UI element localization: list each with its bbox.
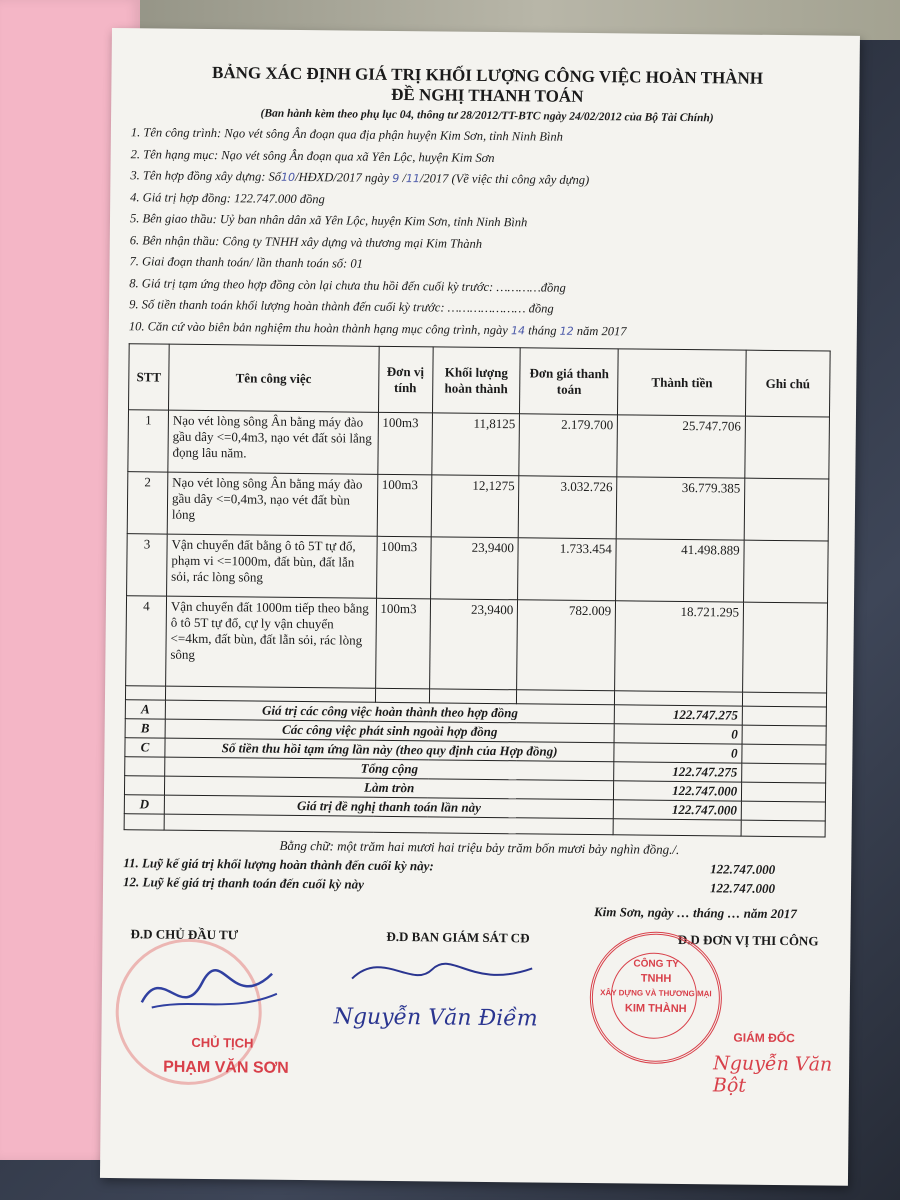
row-amount: 41.498.889 — [616, 539, 744, 602]
contractor-heading: Đ.D ĐƠN VỊ THI CÔNG — [677, 931, 819, 949]
summary-value: 0 — [614, 743, 742, 763]
summary-key: B — [125, 719, 165, 738]
contract-day-handwritten: 9 — [392, 171, 400, 186]
row-note — [744, 478, 829, 541]
row-qty: 23,9400 — [430, 537, 519, 600]
row-price: 782.009 — [517, 600, 616, 691]
info-line-1: 1. Tên công trình: Nạo vét sông Ân đoạn qua địa phận huyện Kim Sơn, tỉnh Ninh Bình — [130, 125, 563, 144]
contract-month-handwritten: 11 — [405, 172, 420, 186]
row-name: Nạo vét lòng sông Ân bằng máy đào gầu dây <=0,4m3, nạo vét đất sỏi lắng đọng lâu năm. — [168, 410, 378, 474]
row-note — [743, 602, 828, 693]
row-stt: 3 — [127, 534, 168, 596]
table-row — [126, 596, 828, 693]
summary-key — [125, 757, 165, 776]
info-line-2: 2. Tên hạng mục: Nạo vét sông Ân đoạn qua xã Yên Lộc, huyện Kim Sơn — [130, 146, 495, 165]
header-note: Ghi chú — [746, 350, 831, 417]
summary-value: 122.747.000 — [614, 781, 742, 801]
amount-in-words: Bằng chữ: một trăm hai mươi hai triệu bảy trăm bốn mươi bảy nghìn đồng./. — [279, 837, 680, 857]
info-line-9: 9. Số tiền thanh toán khối lượng hoàn thành đến cuối kỳ trước: ………………… đồng — [129, 297, 554, 316]
row-qty: 12,1275 — [431, 475, 520, 538]
row-stt: 1 — [128, 410, 169, 472]
header-qty: Khối lượng hoàn thành — [432, 347, 521, 414]
info-line-3-a: 3. Tên hợp đồng xây dựng: Số — [130, 168, 282, 184]
owner-signature — [132, 952, 283, 1024]
stamp-line-1: CÔNG TY — [633, 958, 680, 970]
row-stt: 2 — [127, 472, 168, 534]
header-amount: Thành tiền — [618, 349, 747, 416]
info-line-3-c: /2017 (Về việc thi công xây dựng) — [419, 171, 590, 188]
row-price: 1.733.454 — [518, 538, 617, 601]
row-name: Nạo vét lòng sông Ân bằng máy đào gầu dây <=0,4m3, nạo vét đất bùn lỏng — [167, 472, 377, 536]
doc-title-line1: BẢNG XÁC ĐỊNH GIÁ TRỊ KHỐI LƯỢNG CÔNG VIỆC HOÀN THÀNH — [211, 63, 764, 88]
contractor-name: Nguyễn Văn Bột — [712, 1052, 833, 1097]
info-line-10-c: năm 2017 — [576, 323, 627, 338]
info-list — [129, 122, 843, 344]
summary-key: D — [124, 795, 164, 814]
contractor-title: GIÁM ĐỐC — [733, 1030, 795, 1046]
owner-name: PHẠM VĂN SƠN — [163, 1058, 289, 1077]
row-amount: 36.779.385 — [616, 477, 744, 540]
summary-label: Giá trị đề nghị thanh toán lần này — [164, 795, 613, 819]
info-line-10-a: 10. Căn cứ vào biên bản nghiệm thu hoàn thành hạng mục công trình, ngày — [128, 318, 508, 337]
row-note — [744, 540, 829, 603]
acceptance-month-handwritten: 12 — [559, 324, 574, 338]
row-amount: 18.721.295 — [615, 601, 744, 692]
cumulative-volume-label: 11. Luỹ kế giá trị khối lượng hoàn thành đến cuối kỳ này: — [123, 855, 434, 874]
info-line-4: 4. Giá trị hợp đồng: 122.747.000 đồng — [130, 189, 325, 206]
summary-label: Số tiền thu hồi tạm ứng lần này (theo quy định của Hợp đồng) — [165, 738, 614, 762]
document-content — [121, 62, 844, 1099]
header-price: Đơn giá thanh toán — [520, 348, 619, 415]
supervisor-name-signature: Nguyễn Văn Điềm — [333, 1004, 538, 1032]
summary-label: Làm tròn — [164, 776, 613, 800]
payment-table — [124, 343, 831, 837]
signature-area — [121, 942, 835, 1099]
info-line-5: 5. Bên giao thầu: Uỷ ban nhân dân xã Yên Lộc, huyện Kim Sơn, tỉnh Ninh Bình — [129, 211, 528, 230]
header-unit: Đơn vị tính — [378, 346, 433, 413]
stamp-line-3: XÂY DỰNG VÀ THƯƠNG MẠI — [600, 988, 712, 999]
row-price: 2.179.700 — [519, 414, 618, 477]
summary-label: Các công việc phát sinh ngoài hợp đồng — [165, 719, 614, 743]
summary-value: 122.747.275 — [615, 705, 743, 725]
row-name: Vận chuyển đất 1000m tiếp theo bằng ô tô 5T tự đổ, cự ly vận chuyển <=4km, đất bùn, đất lẫn sỏi, rác lòng sông — [166, 596, 376, 688]
summary-value: 122.747.275 — [614, 762, 742, 782]
row-stt: 4 — [126, 596, 167, 686]
stamp-line-4: KIM THÀNH — [624, 1002, 687, 1016]
row-amount: 25.747.706 — [617, 415, 745, 478]
contract-number-handwritten: 10 — [281, 170, 296, 184]
cumulative-payment-label: 12. Luỹ kế giá trị thanh toán đến cuối kỳ này — [122, 874, 365, 892]
header-name: Tên công việc — [168, 344, 378, 412]
summary-key — [124, 776, 164, 795]
table-row — [127, 534, 829, 603]
totals-section — [123, 834, 836, 923]
info-line-3: 3. Tên hợp đồng xây dựng: Số10/HĐXD/2017 ngày 9 /11/2017 (Về việc thi công xây dựng) — [130, 168, 590, 188]
summary-key: A — [125, 700, 165, 719]
header-stt: STT — [129, 344, 170, 410]
summary-label: Tổng cộng — [165, 757, 614, 781]
summary-value: 0 — [614, 724, 742, 744]
row-unit: 100m3 — [377, 412, 432, 475]
info-line-3-b: /HĐXD/2017 ngày — [295, 169, 390, 185]
summary-label: Giá trị các công việc hoàn thành theo hợp đồng — [165, 700, 614, 724]
row-price: 3.032.726 — [519, 476, 618, 539]
supervisor-heading: Đ.D BAN GIÁM SÁT CĐ — [386, 928, 530, 946]
table-row — [128, 410, 830, 479]
row-name: Vận chuyển đất bằng ô tô 5T tự đổ, phạm vi <=1000m, đất bùn, đất lẫn sỏi, rác lòng sông — [167, 534, 377, 598]
acceptance-day-handwritten: 14 — [510, 323, 526, 337]
company-stamp — [589, 931, 722, 1064]
row-unit: 100m3 — [377, 474, 432, 537]
info-line-6: 6. Bên nhận thầu: Công ty TNHH xây dựng và thương mại Kim Thành — [129, 232, 483, 251]
row-note — [745, 416, 830, 479]
supervisor-signature — [342, 948, 543, 1000]
info-line-8: 8. Giá trị tạm ứng theo hợp đồng còn lại chưa thu hồi đến cuối kỳ trước: …………đồng — [129, 275, 566, 295]
table-header-row — [129, 344, 831, 417]
row-unit: 100m3 — [375, 598, 430, 689]
summary-key: C — [125, 738, 165, 757]
owner-heading: Đ.D CHỦ ĐẦU TƯ — [130, 926, 239, 943]
place-date: Kim Sơn, ngày … tháng … năm 2017 — [593, 904, 797, 922]
document-page — [100, 28, 860, 1186]
summary-value: 122.747.000 — [614, 800, 742, 820]
doc-subtitle: (Ban hành kèm theo phụ lục 04, thông tư 28/2012/TT-BTC ngày 24/02/2012 của Bộ Tài Chính) — [260, 107, 714, 125]
row-unit: 100m3 — [376, 536, 431, 599]
info-line-10-b: tháng — [528, 322, 557, 338]
stamp-line-2: TNHH — [640, 972, 672, 985]
info-line-7: 7. Giai đoạn thanh toán/ lần thanh toán số: 01 — [129, 254, 363, 271]
table-row — [127, 472, 829, 541]
cumulative-payment-value: 122.747.000 — [709, 880, 776, 896]
row-qty: 11,8125 — [431, 413, 520, 476]
doc-title-line2: ĐỀ NGHỊ THANH TOÁN — [391, 84, 584, 106]
cumulative-volume-value: 122.747.000 — [710, 861, 776, 877]
owner-title: CHỦ TỊCH — [191, 1034, 254, 1051]
row-qty: 23,9400 — [429, 599, 518, 690]
